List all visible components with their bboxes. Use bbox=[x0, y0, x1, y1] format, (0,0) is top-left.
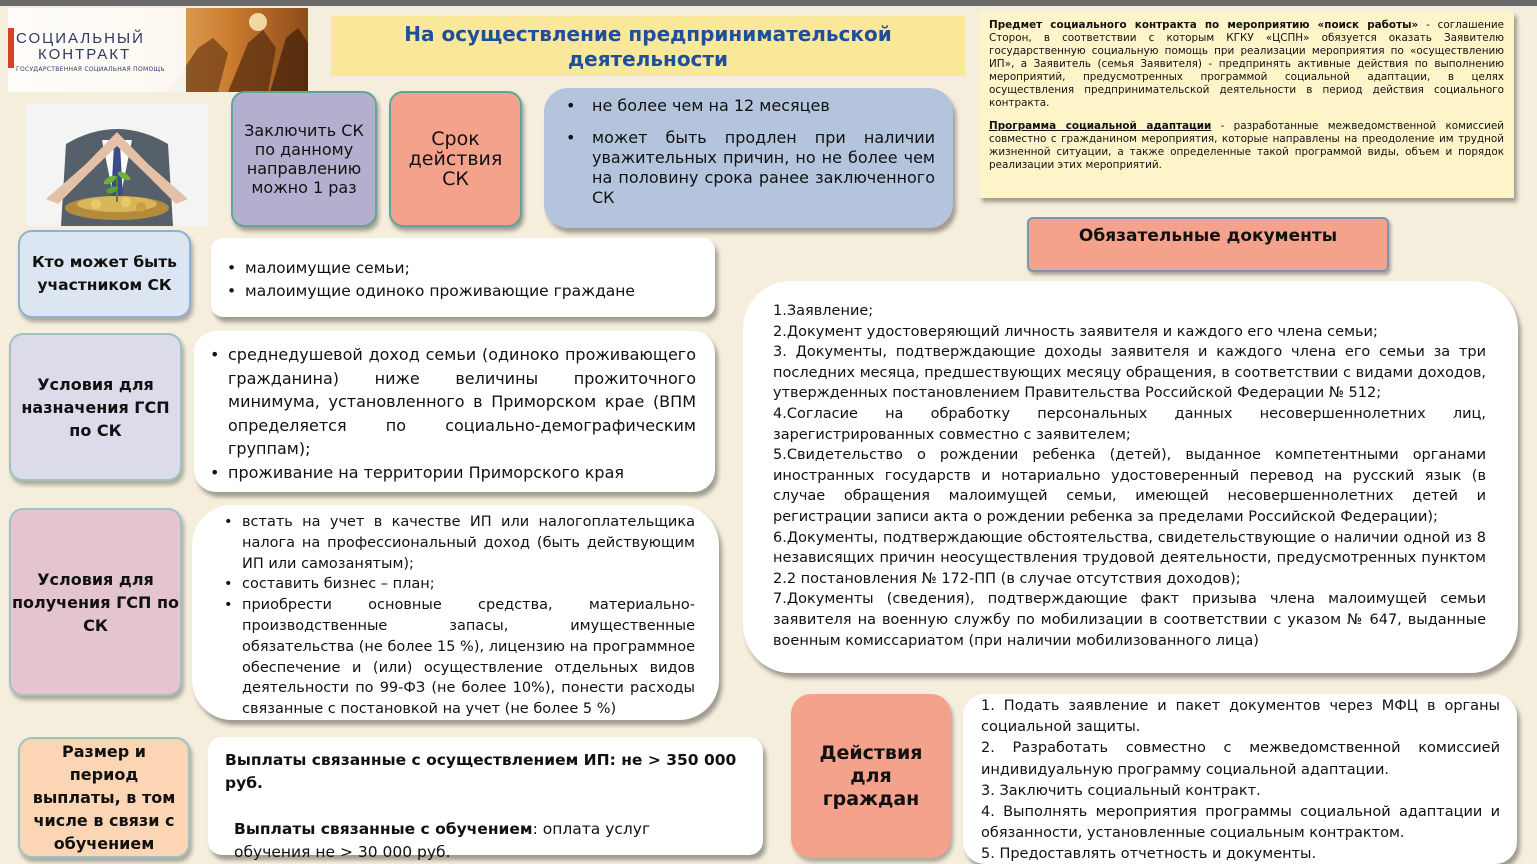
payment-edu-heading: Выплаты связанные с обучением bbox=[234, 820, 533, 838]
page-title-line-2: деятельности bbox=[567, 47, 729, 71]
payment-ip-heading: Выплаты связанные с осуществлением ИП bbox=[225, 751, 610, 769]
subject-heading: Предмет социального контракта по мероприятию «поиск работы» bbox=[989, 19, 1419, 31]
program-heading: Программа социальной адаптации bbox=[989, 120, 1212, 132]
receive-conditions-label: Условия для получения ГСП по СК bbox=[9, 508, 182, 696]
payments-label: Размер и период выплаты, в том числе в связи с обучением bbox=[18, 737, 190, 858]
contract-subject-definition bbox=[979, 12, 1514, 198]
subject-text: - соглашение Сторон, в соответствии с которым КГКУ «ЦСПН» обязуется оказать Заявителю государственную социальную помощь при реализации мероприятия по «осуществлению ИП», а Заявитель (семья Заявителя) - предпринять активные действия по выполнению мероприятий, предусмотренных программой социальной адаптации, в целях осуществления предпринимательской деятельности в период действия социального контракта. bbox=[989, 19, 1505, 109]
document-item-1: 1.Заявление; bbox=[773, 303, 874, 319]
action-item-4: 4. Выполнять мероприятия программы социальной адаптации и обязанности, установленные социальным контрактом. bbox=[981, 804, 1500, 842]
payment-edu-value: : оплата услуг обучения не > 30 000 руб. bbox=[234, 820, 651, 861]
receive-item-2: • составить бизнес – план; bbox=[220, 574, 695, 595]
logo-line-2: КОНТРАКТ bbox=[38, 46, 132, 63]
document-item-2: 2.Документ удостоверяющий личность заявителя и каждого его члена семьи; bbox=[773, 323, 1378, 340]
logo-line-1: СОЦИАЛЬНЫЙ bbox=[16, 30, 145, 47]
page-title-line-1: На осуществление предпринимательской bbox=[404, 22, 892, 46]
action-item-1: 1. Подать заявление и пакет документов через МФЦ в органы социальной защиты. bbox=[981, 698, 1500, 736]
payment-ip-value: : не > 350 000 руб. bbox=[225, 751, 737, 792]
participant-item-1: • малоимущие семьи; bbox=[223, 257, 701, 280]
contract-once-note: Заключить СК по данному направлению можно 1 раз bbox=[231, 91, 377, 227]
document-item-6: 6.Документы, подтверждающие обстоятельства, свидетельствующие о наличии одной из 8 независящих причин неосуществления трудовой деятельности, предусмотренных пунктом 2.2 постановления № 172-ПП (в случае отсутствия доходов); bbox=[773, 529, 1486, 587]
term-label: Срок действия СК bbox=[389, 91, 522, 227]
document-item-5: 5.Свидетельство о рождении ребенка (детей), выданное компетентными органами иностранных государств и нотариально удостоверенный перевод на русский язык (в случае обращения малоимущей семьи, имеющей несовершеннолетних детей и регистрации записи акта о рождении ребенка за пределами Российской Федерации); bbox=[773, 447, 1486, 525]
participant-item-2: • малоимущие одиноко проживающие граждане bbox=[223, 280, 701, 303]
actions-label: Действия для граждан bbox=[791, 694, 951, 858]
documents-header: Обязательные документы bbox=[1027, 217, 1389, 272]
action-item-2: 2. Разработать совместно с межведомственной комиссией индивидуальную программу социальной адаптации. bbox=[981, 740, 1500, 778]
action-item-3: 3. Заключить социальный контракт. bbox=[981, 782, 1261, 799]
documents-list bbox=[743, 281, 1518, 673]
document-item-3: 3. Документы, подтверждающие доходы заявителя и каждого члена его семьи за три последних месяца, предшествующих месяцу обращения, в соответствии с видами доходов, утвержденных постановлением Правительства Российской Федерации № 512; bbox=[773, 344, 1486, 402]
program-text: - разработанные межведомственной комиссией совместно с гражданином мероприятия, которые направлены на преодоление им трудной жизненной ситуации, а также определенные такой программой виды, объем и порядок реализации этих мероприятий. bbox=[989, 120, 1504, 171]
logo-line-3: ГОСУДАРСТВЕННАЯ СОЦИАЛЬНАЯ ПОМОЩЬ bbox=[16, 66, 165, 73]
participants-list bbox=[211, 238, 715, 317]
payments-details bbox=[208, 737, 763, 861]
receive-item-3: • приобрести основные средства, материально-производственные запасы, имущественные обязательства (не более 15 %), лицензию на программное обеспечение и (или) осуществление отдельных видов деятельности по 99-ФЗ (не более 10%), понести расходы связанные с постановкой на учет (не более 5 %) bbox=[220, 595, 695, 720]
term-item-1: • не более чем на 12 месяцев bbox=[562, 96, 935, 116]
assign-item-1: • среднедушевой доход семьи (одиноко проживающего гражданина) ниже величины прожиточного минимума, установленного в Приморском крае (ВПМ определяется по социально-демографическим группам); bbox=[206, 343, 696, 461]
assign-item-2: • проживание на территории Приморского края bbox=[206, 461, 696, 485]
term-item-2: • может быть продлен при наличии уважительных причин, но не более чем на половину срока ранее заключенного СК bbox=[562, 128, 935, 208]
businessman-coins-image bbox=[26, 104, 208, 226]
page-title bbox=[331, 16, 965, 76]
action-item-5: 5. Предоставлять отчетность и документы. bbox=[981, 846, 1317, 863]
term-details bbox=[544, 88, 953, 228]
participants-label: Кто может быть участником СК bbox=[18, 230, 191, 318]
document-item-4: 4.Согласие на обработку персональных данных несовершеннолетних лиц, зарегистрированных совместно с заявителем; bbox=[773, 405, 1486, 443]
document-item-7: 7.Документы (сведения), подтверждающие факт призыва члена малоимущей семьи заявителя на военную службу по мобилизации в соответствии с указом № 647, выданные военным комиссариатом (при наличии мобилизованного лица) bbox=[773, 591, 1486, 649]
assign-conditions-list bbox=[194, 331, 715, 492]
social-contract-logo bbox=[8, 8, 308, 92]
receive-conditions-list bbox=[192, 505, 719, 720]
top-border bbox=[0, 0, 1537, 6]
receive-item-1: • встать на учет в качестве ИП или налогоплательщика налога на профессиональный доход (быть действующим ИП или самозанятым); bbox=[220, 512, 695, 574]
actions-list bbox=[963, 694, 1517, 864]
assign-conditions-label: Условия для назначения ГСП по СК bbox=[9, 333, 182, 481]
